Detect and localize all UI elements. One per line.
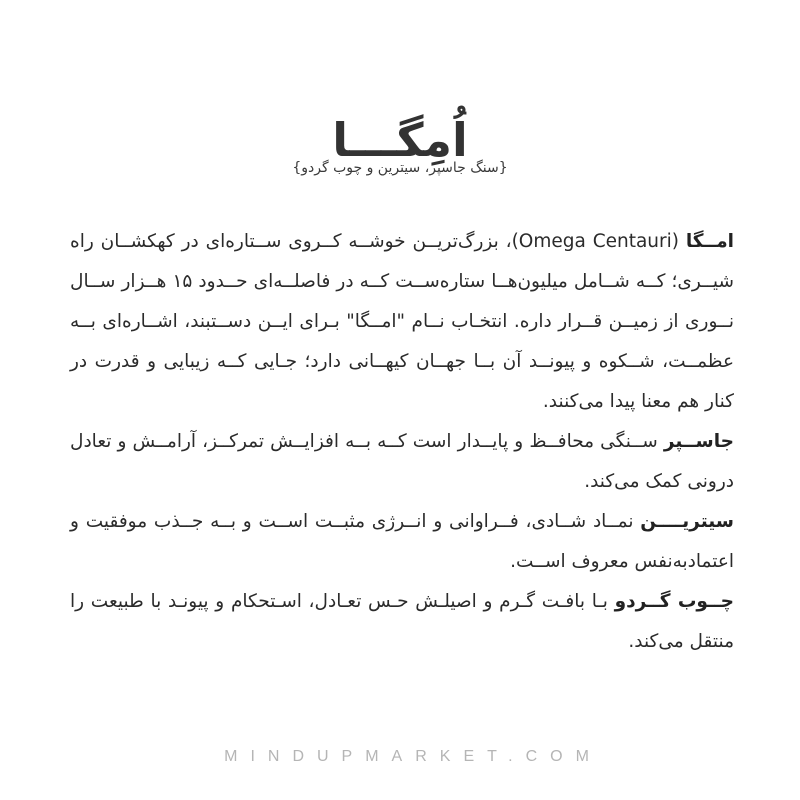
page-title: اُمِگـــا (332, 112, 468, 167)
term-walnut-wood: چــوب گــردو (614, 591, 734, 612)
paragraph-omega (70, 222, 734, 422)
term-jasper: جاســپر (663, 431, 734, 452)
page-subtitle: {سنگ جاسپر، سیترین و چوب گردو} (292, 160, 508, 176)
paragraph-omega-text: ، بزرگ‌تریــن خوشــه کــروی ســتاره‌ای در کهکشــان راه شیــری؛ کــه شــامل میلیون‌هــا ستاره‌ســت کــه در فاصلــه‌ای حــدود ۱۵ هــزار ســال نــوری از زمیــن قــرار داره. انتخـاب نــام "امــگا" بـرای ایــن دســتبند، اشــاره‌ای بــه عظمــت، شــکوه و پیونــد آن بــا جهــان کیهــانی دارد؛ جـایی کــه زیبایی و قدرت در کنار هم معنا پیدا می‌کنند. (70, 231, 734, 412)
paragraph-jasper-text: ســنگی محافــظ و پایــدار است کــه بــه افزایــش تمرکــز، آرامــش و تعادل درونی کمک می‌کند. (70, 431, 734, 492)
paragraph-walnut-text: بـا بافـت گـرم و اصیلـش حـس تعـادل، اسـتحکام و پیونـد با طبیعت را منتقل می‌کند. (70, 591, 734, 652)
paragraph-citrine-text: نمــاد شــادی، فــراوانی و انــرژی مثبــت اســت و بــه جــذب موفقیت و اعتمادبه‌نفس معروف اســت. (70, 511, 734, 572)
paragraph-jasper (70, 422, 734, 502)
term-omega: امــگا (685, 231, 735, 252)
latin-name: (Omega Centauri) (511, 231, 679, 252)
paragraph-walnut (70, 582, 734, 662)
footer-brand: MINDUPMARKET.COM (224, 748, 602, 765)
description-body (70, 222, 734, 662)
paragraph-citrine (70, 502, 734, 582)
term-citrine: سیتریــــن (640, 511, 734, 532)
